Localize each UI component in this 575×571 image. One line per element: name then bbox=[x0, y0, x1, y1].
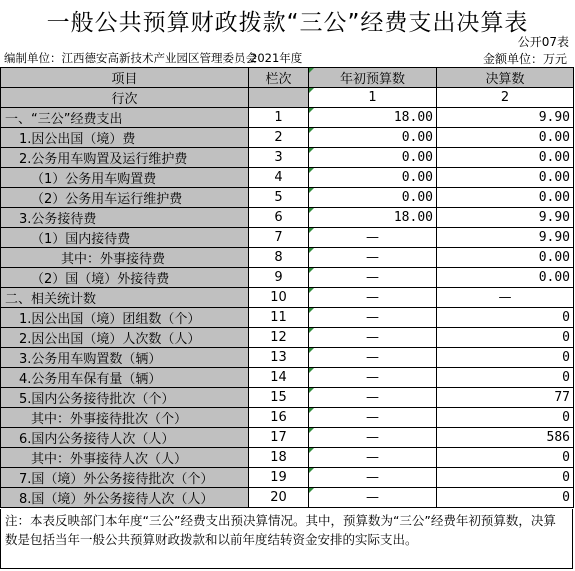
row-final: 9.90 bbox=[437, 228, 574, 248]
row-label: 2.公务用车购置及运行维护费 bbox=[1, 148, 249, 168]
row-number: 16 bbox=[249, 408, 309, 428]
col-header-budget: 年初预算数 bbox=[309, 68, 437, 88]
row-budget: — bbox=[309, 228, 437, 248]
table-row bbox=[1, 228, 574, 248]
table-row bbox=[1, 368, 574, 388]
row-budget: — bbox=[309, 468, 437, 488]
row-number: 7 bbox=[249, 228, 309, 248]
row-final: — bbox=[437, 288, 574, 308]
row-final: 0 bbox=[437, 348, 574, 368]
table-row bbox=[1, 128, 574, 148]
row-number: 15 bbox=[249, 388, 309, 408]
row-budget: — bbox=[309, 328, 437, 348]
table-row bbox=[1, 168, 574, 188]
row-budget: — bbox=[309, 408, 437, 428]
row-number: 4 bbox=[249, 168, 309, 188]
row-final: 9.90 bbox=[437, 108, 574, 128]
col-header-item: 项目 bbox=[1, 68, 249, 88]
row-number: 19 bbox=[249, 468, 309, 488]
row-final: 586 bbox=[437, 428, 574, 448]
table-row bbox=[1, 408, 574, 428]
table-row bbox=[1, 448, 574, 468]
table-row bbox=[1, 148, 574, 168]
subheader-final-index: 2 bbox=[437, 88, 574, 108]
row-number: 14 bbox=[249, 368, 309, 388]
table-row bbox=[1, 428, 574, 448]
table-subheader-row bbox=[1, 88, 574, 108]
table-row bbox=[1, 488, 574, 508]
row-label: 二、相关统计数 bbox=[1, 288, 249, 308]
row-label: 5.国内公务接待批次（个） bbox=[1, 388, 249, 408]
org-label: 编制单位：江西德安高新技术产业园区管理委员会 bbox=[4, 51, 257, 65]
row-budget: 0.00 bbox=[309, 128, 437, 148]
row-label: 1.因公出国（境）团组数（个） bbox=[1, 308, 249, 328]
row-budget: 0.00 bbox=[309, 168, 437, 188]
row-label: 4.公务用车保有量（辆） bbox=[1, 368, 249, 388]
row-budget: — bbox=[309, 448, 437, 468]
row-number: 6 bbox=[249, 208, 309, 228]
row-budget: 18.00 bbox=[309, 108, 437, 128]
row-label: 3.公务用车购置数（辆） bbox=[1, 348, 249, 368]
table-row bbox=[1, 348, 574, 368]
row-label: 其中：外事接待批次（个） bbox=[1, 408, 249, 428]
col-header-row-no: 栏次 bbox=[249, 68, 309, 88]
table-row bbox=[1, 288, 574, 308]
table-row bbox=[1, 468, 574, 488]
table-row bbox=[1, 328, 574, 348]
row-final: 0 bbox=[437, 308, 574, 328]
unit-label: 金额单位：万元 bbox=[482, 52, 567, 66]
row-number: 5 bbox=[249, 188, 309, 208]
row-final: 0 bbox=[437, 468, 574, 488]
table-row bbox=[1, 188, 574, 208]
footnote: 注：本表反映部门本年度“三公”经费支出预决算情况。其中，预算数为“三公”经费年初预算数，决算数是包括当年一般公共预算财政拨款和以前年度结转资金安排的实际支出。 bbox=[0, 509, 573, 569]
row-budget: 0.00 bbox=[309, 148, 437, 168]
row-number: 1 bbox=[249, 108, 309, 128]
row-final: 0.00 bbox=[437, 128, 574, 148]
row-budget: — bbox=[309, 348, 437, 368]
row-number: 13 bbox=[249, 348, 309, 368]
row-number: 3 bbox=[249, 148, 309, 168]
row-final: 0.00 bbox=[437, 168, 574, 188]
subheader-budget-index: 1 bbox=[309, 88, 437, 108]
table-row bbox=[1, 388, 574, 408]
table-row bbox=[1, 248, 574, 268]
subheader-item: 行次 bbox=[1, 88, 249, 108]
table-row bbox=[1, 208, 574, 228]
row-label: 其中：外事接待费 bbox=[1, 248, 249, 268]
row-final: 0.00 bbox=[437, 268, 574, 288]
row-number: 8 bbox=[249, 248, 309, 268]
row-number: 10 bbox=[249, 288, 309, 308]
table-row bbox=[1, 268, 574, 288]
row-final: 0 bbox=[437, 328, 574, 348]
row-label: （2）国（境）外接待费 bbox=[1, 268, 249, 288]
row-final: 0.00 bbox=[437, 148, 574, 168]
row-label: （2）公务用车运行维护费 bbox=[1, 188, 249, 208]
row-final: 0 bbox=[437, 488, 574, 508]
row-final: 0.00 bbox=[437, 188, 574, 208]
subheader-row-no bbox=[249, 88, 309, 108]
row-final: 0 bbox=[437, 408, 574, 428]
row-label: 一、“三公”经费支出 bbox=[1, 108, 249, 128]
expense-table bbox=[0, 67, 574, 508]
row-label: 7.国（境）外公务接待批次（个） bbox=[1, 468, 249, 488]
row-label: 其中：外事接待人次（人） bbox=[1, 448, 249, 468]
table-body bbox=[1, 108, 574, 508]
row-budget: — bbox=[309, 488, 437, 508]
row-final: 0 bbox=[437, 448, 574, 468]
row-budget: — bbox=[309, 248, 437, 268]
row-number: 11 bbox=[249, 308, 309, 328]
row-budget: — bbox=[309, 288, 437, 308]
col-header-final: 决算数 bbox=[437, 68, 574, 88]
row-number: 20 bbox=[249, 488, 309, 508]
row-label: （1）国内接待费 bbox=[1, 228, 249, 248]
table-row bbox=[1, 308, 574, 328]
row-budget: — bbox=[309, 268, 437, 288]
row-budget: — bbox=[309, 368, 437, 388]
row-final: 0.00 bbox=[437, 248, 574, 268]
row-label: 6.国内公务接待人次（人） bbox=[1, 428, 249, 448]
row-budget: — bbox=[309, 428, 437, 448]
row-budget: — bbox=[309, 308, 437, 328]
row-number: 2 bbox=[249, 128, 309, 148]
report-title: 一般公共预算财政拨款“三公”经费支出决算表 bbox=[46, 10, 529, 36]
form-code: 公开07表 bbox=[517, 35, 569, 49]
row-final: 9.90 bbox=[437, 208, 574, 228]
table-row bbox=[1, 108, 574, 128]
row-budget: 0.00 bbox=[309, 188, 437, 208]
row-label: 1.因公出国（境）费 bbox=[1, 128, 249, 148]
row-label: 3.公务接待费 bbox=[1, 208, 249, 228]
row-number: 12 bbox=[249, 328, 309, 348]
row-final: 77 bbox=[437, 388, 574, 408]
row-label: 8.国（境）外公务接待人次（人） bbox=[1, 488, 249, 508]
row-label: （1）公务用车购置费 bbox=[1, 168, 249, 188]
row-number: 18 bbox=[249, 448, 309, 468]
row-label: 2.因公出国（境）人次数（人） bbox=[1, 328, 249, 348]
row-budget: 18.00 bbox=[309, 208, 437, 228]
table-header-row bbox=[1, 68, 574, 88]
row-number: 9 bbox=[249, 268, 309, 288]
year-label: 2021年度 bbox=[250, 51, 303, 65]
row-final: 0 bbox=[437, 368, 574, 388]
row-budget: — bbox=[309, 388, 437, 408]
row-number: 17 bbox=[249, 428, 309, 448]
